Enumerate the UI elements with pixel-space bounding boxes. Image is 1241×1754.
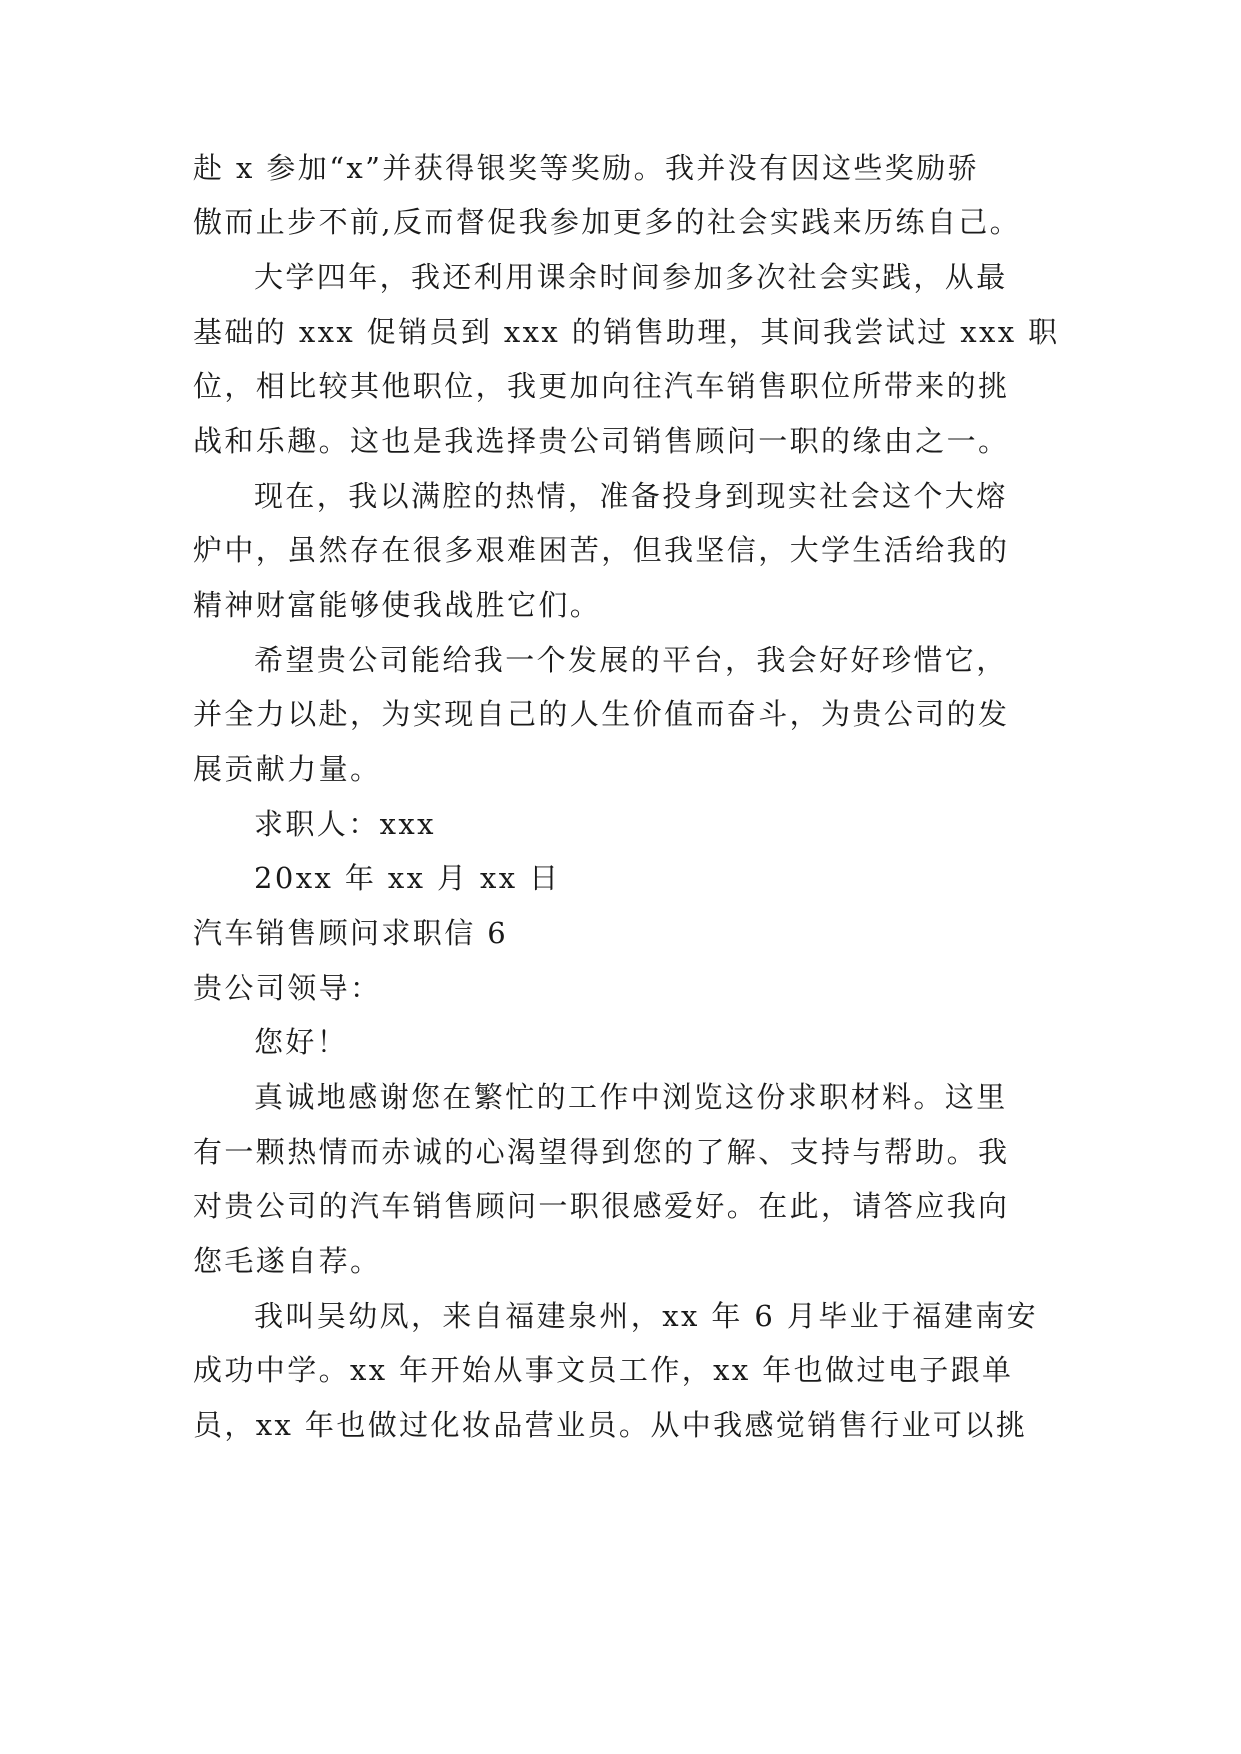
text-line: 有一颗热情而赤诚的心渴望得到您的了解、支持与帮助。我 <box>193 1135 1010 1169</box>
section-title: 汽车销售顾问求职信 6 <box>193 916 509 950</box>
text-line: 对贵公司的汽车销售顾问一职很感爱好。在此，请答应我向 <box>193 1189 1010 1223</box>
paragraph-first-line: 大学四年，我还利用课余时间参加多次社会实践，从最 <box>254 260 1008 294</box>
text-line: 赴 x 参加“x”并获得银奖等奖励。我并没有因这些奖励骄 <box>193 151 979 185</box>
signature-line: 求职人：xxx <box>254 807 436 841</box>
text-line: 基础的 xxx 促销员到 xxx 的销售助理，其间我尝试过 xxx 职 <box>193 315 1060 349</box>
text-line: 炉中，虽然存在很多艰难困苦，但我坚信，大学生活给我的 <box>193 533 1010 567</box>
text-line: 位，相比较其他职位，我更加向往汽车销售职位所带来的挑 <box>193 369 1010 403</box>
paragraph-first-line: 我叫吴幼凤，来自福建泉州，xx 年 6 月毕业于福建南安 <box>254 1299 1039 1333</box>
date-line: 20xx 年 xx 月 xx 日 <box>254 861 561 895</box>
paragraph-first-line: 真诚地感谢您在繁忙的工作中浏览这份求职材料。这里 <box>254 1080 1008 1114</box>
salutation: 贵公司领导： <box>193 971 382 1005</box>
text-line: 您毛遂自荐。 <box>193 1244 382 1278</box>
text-line: 成功中学。xx 年开始从事文员工作，xx 年也做过电子跟单 <box>193 1353 1014 1387</box>
text-line: 并全力以赴，为实现自己的人生价值而奋斗，为贵公司的发 <box>193 697 1010 731</box>
text-line: 员，xx 年也做过化妆品营业员。从中我感觉销售行业可以挑 <box>193 1408 1028 1442</box>
text-line: 战和乐趣。这也是我选择贵公司销售顾问一职的缘由之一。 <box>193 424 1010 458</box>
text-line: 精神财富能够使我战胜它们。 <box>193 588 602 622</box>
paragraph-first-line: 希望贵公司能给我一个发展的平台，我会好好珍惜它， <box>254 643 1008 677</box>
text-line: 傲而止步不前,反而督促我参加更多的社会实践来历练自己。 <box>193 205 1022 239</box>
greeting: 您好！ <box>254 1025 349 1059</box>
paragraph-first-line: 现在，我以满腔的热情，准备投身到现实社会这个大熔 <box>254 479 1008 513</box>
text-line: 展贡献力量。 <box>193 752 382 786</box>
